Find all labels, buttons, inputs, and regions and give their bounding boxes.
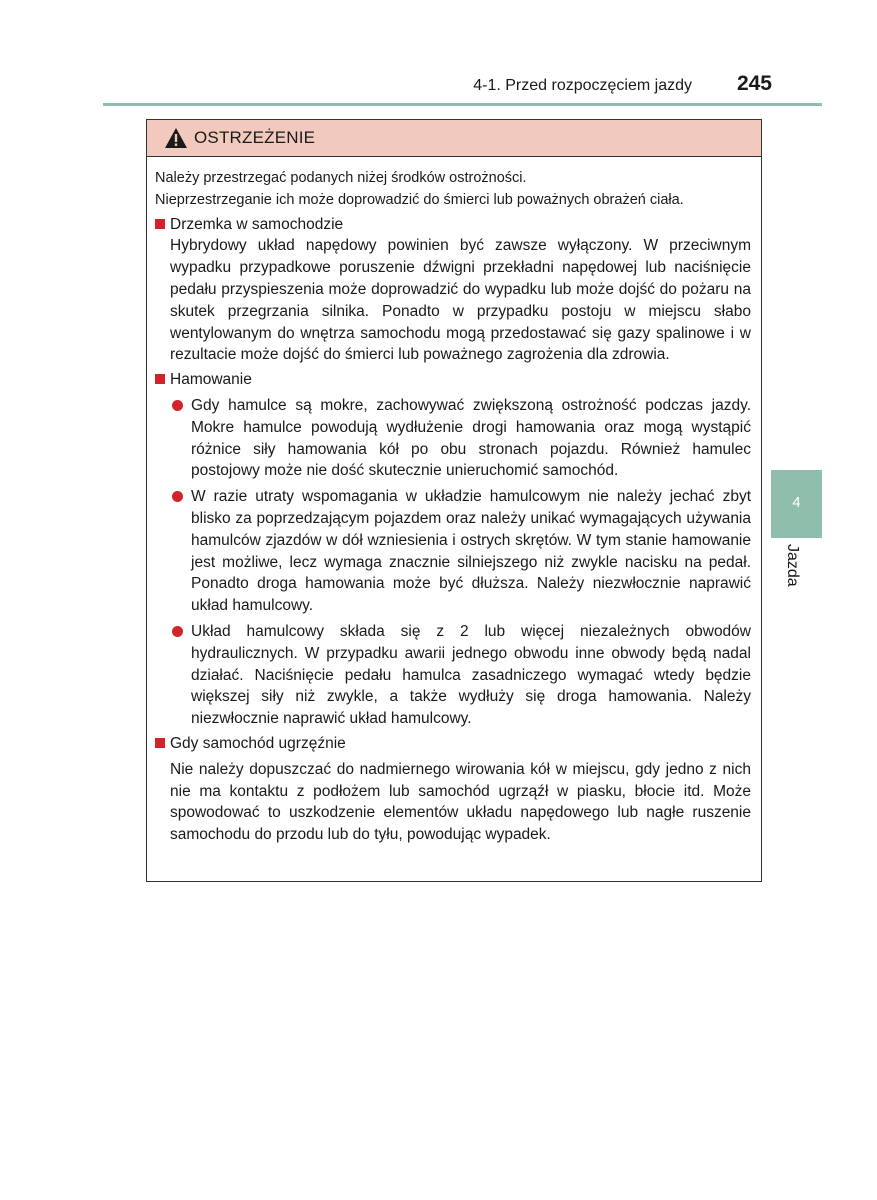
warning-title: OSTRZEŻENIE: [194, 128, 316, 147]
red-bullet-icon: [172, 491, 183, 502]
section-heading-text: Drzemka w samochodzie: [170, 215, 344, 233]
intro-line-1: Należy przestrzegać podanych niżej środków ostrożności.: [155, 170, 527, 186]
section-heading-text: Gdy samochód ugrzęźnie: [170, 734, 346, 752]
bullet-text: Układ hamulcowy składa się z 2 lub więcej niezależnych obwodów hydraulicznych. W przypadku awarii jednego obwodu inne obwody będą nadal działać. Naciśnięcie pedału hamulca zasadniczego wymagać wtedy będzie większej siły niż zwykle, a także wydłuży się droga hamowania. Należy niezwłocznie naprawić układ hamulcowy.: [191, 622, 751, 728]
bullet-text: Gdy hamulce są mokre, zachowywać zwiększoną ostrożność podczas jazdy. Mokre hamulce powodują wydłużenie drogi hamowania oraz mogą wystąpić różnice siły hamowania kół po obu stronach pojazdu. Również hamulec postojowy może nie dość skutecznie unieruchomić samochód.: [191, 396, 751, 480]
section-heading-text: Hamowanie: [170, 371, 252, 389]
warning-content: [155, 168, 751, 846]
header-divider: [103, 103, 822, 106]
warning-header: [147, 120, 761, 157]
bullet-item: [191, 486, 751, 617]
chapter-tab: [771, 470, 822, 538]
bullet-item: [191, 621, 751, 730]
section-heading-hamowanie: [155, 369, 751, 391]
red-square-marker-icon: [155, 219, 165, 229]
section-paragraph: Nie należy dopuszczać do nadmiernego wirowania kół w miejscu, gdy jedno z nich nie ma kontaktu z podłożem lub samochód ugrząźł w piasku, błocie itd. Może spowodować to uszkodzenie elementów układu napędowego lub nagłe ruszenie samochodu do przodu lub do tyłu, powodując wypadek.: [170, 760, 751, 844]
page-header: [0, 72, 822, 102]
red-square-marker-icon: [155, 374, 165, 384]
red-bullet-icon: [172, 626, 183, 637]
section-heading-drzemka: [155, 214, 751, 236]
warning-triangle-icon: [164, 127, 188, 149]
chapter-number: 4: [792, 494, 801, 511]
section-heading-ugrzeznie: [155, 733, 751, 755]
intro-line-2: Nieprzestrzeganie ich może doprowadzić do śmierci lub poważnych obrażeń ciała.: [155, 191, 684, 208]
chapter-label: Jazda: [784, 544, 801, 587]
bullet-item: [191, 395, 751, 482]
section-paragraph: Hybrydowy układ napędowy powinien być zawsze wyłączony. W przeciwnym wypadku przypadkowe poruszenie dźwigni przekładni napędowej lub naciśnięcie pedału przyspieszenia może doprowadzić do wypadku lub może dojść do pożaru na skutek przegrzania silnika. Ponadto w przypadku postoju w miejscu słabo wentylowanym do wnętrza samochodu mogą przedostawać się gazy spalinowe i w rezultacie może dojść do śmierci lub poważnego zagrożenia dla zdrowia.: [170, 237, 751, 364]
section-title: 4-1. Przed rozpoczęciem jazdy: [473, 77, 692, 94]
page-number: 245: [736, 72, 772, 95]
red-square-marker-icon: [155, 738, 165, 748]
warning-intro: [155, 168, 751, 212]
bullet-text: W razie utraty wspomagania w układzie hamulcowym nie należy jechać zbyt blisko za poprzedzającym pojazdem oraz należy unikać wymagających używania hamulców zjazdów w dół wzniesienia i ostrych skrętów. W tym stanie hamowanie jest możliwe, lecz wymaga znacznie silniejszego niż zwykle nacisku na pedał. Ponadto droga hamowania może być dłuższa. Należy niezwłocznie naprawić układ hamulcowy.: [191, 488, 751, 615]
red-bullet-icon: [172, 400, 183, 411]
warning-box: [146, 119, 762, 882]
